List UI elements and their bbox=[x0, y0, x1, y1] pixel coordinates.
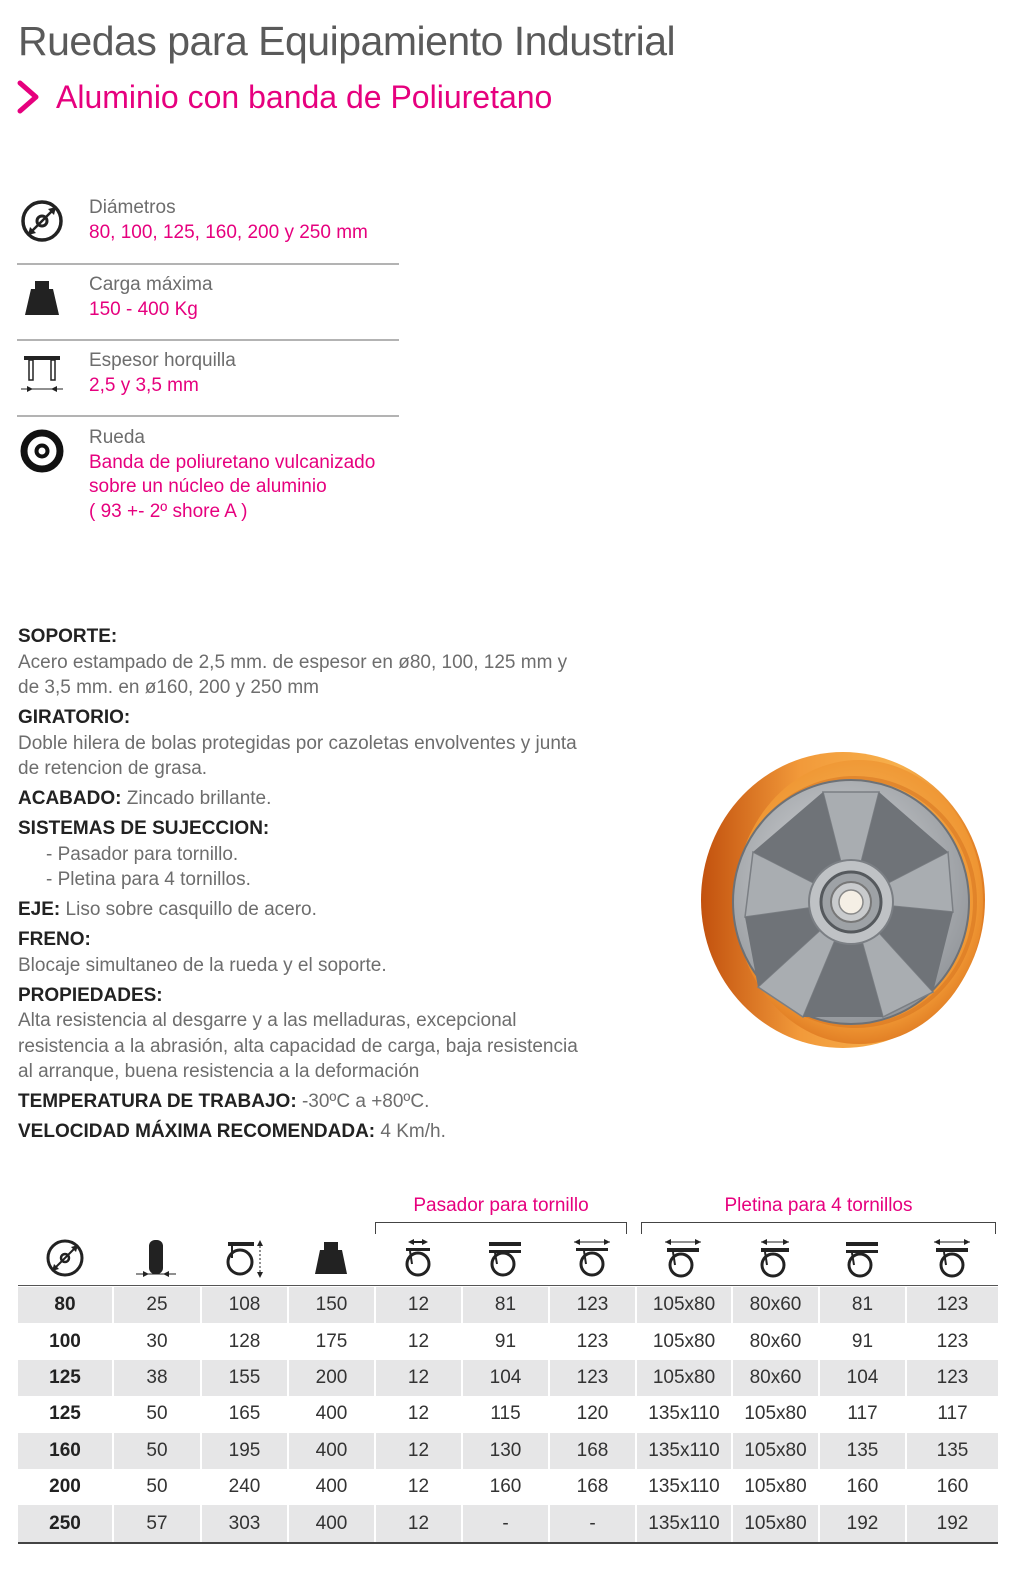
freno-text: Blocaje simultaneo de la rueda y el soporte. bbox=[18, 954, 387, 976]
table-cell: 80x60 bbox=[731, 1360, 818, 1396]
giratorio-text: de retencion de grasa. bbox=[18, 758, 208, 779]
table-cell: 400 bbox=[287, 1433, 374, 1469]
table-cell: 38 bbox=[112, 1360, 200, 1396]
table-cell: 104 bbox=[461, 1360, 548, 1396]
table-cell: 30 bbox=[112, 1323, 200, 1359]
table-cell: 135x110 bbox=[635, 1505, 731, 1541]
table-cell: 240 bbox=[200, 1469, 287, 1505]
table-cell: 123 bbox=[905, 1287, 998, 1323]
freno-label: FRENO: bbox=[18, 929, 91, 950]
table-cell: 50 bbox=[112, 1396, 200, 1432]
temperatura-text: -30ºC a +80ºC. bbox=[296, 1091, 430, 1112]
plate-holes-icon bbox=[753, 1236, 797, 1280]
height-icon bbox=[222, 1236, 266, 1280]
spec-label: Carga máxima bbox=[89, 274, 213, 295]
velocidad-label: VELOCIDAD MÁXIMA RECOMENDADA: bbox=[18, 1121, 376, 1142]
table-cell: 192 bbox=[905, 1505, 998, 1541]
sujecion-item: - Pletina para 4 tornillos. bbox=[46, 869, 251, 890]
table-cell: 81 bbox=[461, 1287, 548, 1323]
table-cell: 105x80 bbox=[635, 1323, 731, 1359]
table-row bbox=[18, 1396, 998, 1432]
sujecion-item: - Pasador para tornillo. bbox=[46, 843, 239, 865]
table-cell: 192 bbox=[818, 1505, 905, 1541]
table-cell: 160 bbox=[818, 1469, 905, 1505]
table-cell: 12 bbox=[374, 1396, 461, 1432]
table-cell: 123 bbox=[548, 1360, 635, 1396]
table-cell: 12 bbox=[374, 1323, 461, 1359]
soporte-text: de 3,5 mm. en ø160, 200 y 250 mm bbox=[18, 677, 319, 698]
table-cell: 105x80 bbox=[635, 1360, 731, 1396]
diameter-icon bbox=[19, 198, 65, 244]
table-cell: 135 bbox=[905, 1433, 998, 1469]
header-cell bbox=[905, 1232, 998, 1283]
table-cell: 200 bbox=[49, 1476, 81, 1498]
header-cell bbox=[374, 1232, 461, 1283]
table-row bbox=[18, 1433, 998, 1469]
table-cell: 168 bbox=[548, 1469, 635, 1505]
table-cell: 400 bbox=[287, 1396, 374, 1432]
plate-height-icon bbox=[840, 1236, 884, 1280]
table-cell: 50 bbox=[112, 1433, 200, 1469]
table-cell: 160 bbox=[49, 1439, 81, 1461]
bolt-height-icon bbox=[483, 1236, 527, 1280]
table-cell: 200 bbox=[287, 1360, 374, 1396]
weight-icon bbox=[19, 275, 65, 321]
table-cell: 303 bbox=[200, 1505, 287, 1541]
wheel-icon bbox=[19, 428, 65, 474]
header-cell bbox=[548, 1232, 635, 1283]
table-cell: 108 bbox=[200, 1287, 287, 1323]
table-row bbox=[18, 1360, 998, 1396]
plate-offset-icon bbox=[930, 1236, 974, 1280]
table-row bbox=[18, 1469, 998, 1505]
spec-label: Espesor horquilla bbox=[89, 350, 236, 371]
table-cell: 12 bbox=[374, 1469, 461, 1505]
temperatura-label: TEMPERATURA DE TRABAJO: bbox=[18, 1091, 297, 1112]
table-cell: 400 bbox=[287, 1505, 374, 1541]
bolt-diameter-icon bbox=[396, 1236, 440, 1280]
table-cell: 135 bbox=[818, 1433, 905, 1469]
table-row bbox=[18, 1323, 998, 1359]
table-cell: 160 bbox=[905, 1469, 998, 1505]
table-cell: 135x110 bbox=[635, 1433, 731, 1469]
table-row bbox=[18, 1505, 998, 1541]
wheel-product-image bbox=[683, 752, 989, 1052]
chevron-right-icon bbox=[14, 77, 44, 117]
spec-value: 80, 100, 125, 160, 200 y 250 mm bbox=[89, 221, 368, 243]
weight-icon bbox=[309, 1236, 353, 1280]
table-cell: 91 bbox=[461, 1323, 548, 1359]
spec-value: 2,5 y 3,5 mm bbox=[89, 374, 199, 396]
table-cell: 117 bbox=[818, 1396, 905, 1432]
table-cell: 195 bbox=[200, 1433, 287, 1469]
fork-thickness-icon bbox=[19, 351, 65, 397]
table-cell: 150 bbox=[287, 1287, 374, 1323]
spec-load bbox=[17, 265, 399, 341]
table-cell: 91 bbox=[818, 1323, 905, 1359]
table-cell: 80x60 bbox=[731, 1287, 818, 1323]
table-cell: 165 bbox=[200, 1396, 287, 1432]
table-cell: 57 bbox=[112, 1505, 200, 1541]
header-cell bbox=[461, 1232, 548, 1283]
giratorio-text: Doble hilera de bolas protegidas por cazoletas envolventes y junta bbox=[18, 732, 577, 754]
header-cell bbox=[818, 1232, 905, 1283]
group-pletina bbox=[641, 1195, 996, 1225]
acabado-label: ACABADO: bbox=[18, 788, 122, 809]
propiedades-text: Alta resistencia al desgarre y a las melladuras, excepcional bbox=[18, 1010, 517, 1031]
header-cell bbox=[200, 1232, 287, 1283]
table-cell: 123 bbox=[905, 1323, 998, 1359]
table-cell: 105x80 bbox=[731, 1505, 818, 1541]
table-cell: 105x80 bbox=[635, 1287, 731, 1323]
table-cell: 400 bbox=[287, 1469, 374, 1505]
table-cell: 160 bbox=[461, 1469, 548, 1505]
table-cell: 105x80 bbox=[731, 1433, 818, 1469]
table-cell: 12 bbox=[374, 1287, 461, 1323]
group-pasador bbox=[375, 1195, 627, 1225]
header-divider bbox=[18, 1285, 998, 1286]
header-cell bbox=[731, 1232, 818, 1283]
group-pasador-label: Pasador para tornillo bbox=[413, 1195, 589, 1216]
table-cell: - bbox=[461, 1505, 548, 1541]
spec-wheel bbox=[17, 417, 399, 527]
table-cell: 50 bbox=[112, 1469, 200, 1505]
width-icon bbox=[134, 1236, 178, 1280]
table-cell: 125 bbox=[49, 1403, 81, 1425]
page-subtitle: Aluminio con banda de Poliuretano bbox=[56, 78, 553, 115]
table-bottom-rule bbox=[18, 1542, 998, 1544]
table-cell: 12 bbox=[374, 1505, 461, 1541]
table-cell: 123 bbox=[905, 1360, 998, 1396]
header-cell bbox=[287, 1232, 374, 1283]
table-cell: 175 bbox=[287, 1323, 374, 1359]
table-cell: 105x80 bbox=[731, 1396, 818, 1432]
plate-size-icon bbox=[661, 1236, 705, 1280]
table-cell: 130 bbox=[461, 1433, 548, 1469]
spec-value: ( 93 +- 2º shore A ) bbox=[89, 500, 248, 522]
soporte-text: Acero estampado de 2,5 mm. de espesor en ø80, 100, 125 mm y bbox=[18, 651, 568, 673]
table-header bbox=[18, 1232, 998, 1283]
diameter-icon bbox=[43, 1236, 87, 1280]
table-cell: 250 bbox=[49, 1512, 81, 1534]
table-cell: 12 bbox=[374, 1360, 461, 1396]
table-cell: 115 bbox=[461, 1396, 548, 1432]
table-cell: 100 bbox=[49, 1330, 81, 1352]
table-cell: 80x60 bbox=[731, 1323, 818, 1359]
propiedades-text: al arranque, buena resistencia a la deformación bbox=[18, 1061, 420, 1082]
spec-value: sobre un núcleo de aluminio bbox=[89, 476, 327, 497]
table-cell: 155 bbox=[200, 1360, 287, 1396]
table-row bbox=[18, 1287, 998, 1323]
table-cell: 81 bbox=[818, 1287, 905, 1323]
table-cell: 123 bbox=[548, 1287, 635, 1323]
table-cell: 120 bbox=[548, 1396, 635, 1432]
product-description bbox=[18, 624, 638, 1149]
page-title: Ruedas para Equipamiento Industrial bbox=[18, 18, 676, 64]
header-cell bbox=[18, 1232, 112, 1283]
propiedades-text: resistencia a la abrasión, alta capacidad de carga, baja resistencia bbox=[18, 1035, 578, 1057]
bolt-offset-icon bbox=[570, 1236, 614, 1280]
header-cell bbox=[112, 1232, 200, 1283]
group-pletina-label: Pletina para 4 tornillos bbox=[724, 1195, 913, 1216]
header-cell bbox=[635, 1232, 731, 1283]
table-cell: 104 bbox=[818, 1360, 905, 1396]
table-cell: 123 bbox=[548, 1323, 635, 1359]
spec-label: Diámetros bbox=[89, 197, 176, 218]
spec-value: Banda de poliuretano vulcanizado bbox=[89, 451, 376, 473]
spec-diameter bbox=[17, 190, 399, 265]
spec-fork bbox=[17, 341, 399, 417]
table-cell: - bbox=[548, 1505, 635, 1541]
table-cell: 12 bbox=[374, 1433, 461, 1469]
table-cell: 168 bbox=[548, 1433, 635, 1469]
specs-list bbox=[17, 190, 399, 527]
table-cell: 125 bbox=[49, 1366, 81, 1388]
table-cell: 105x80 bbox=[731, 1469, 818, 1505]
velocidad-text: 4 Km/h. bbox=[375, 1121, 446, 1142]
table-cell: 135x110 bbox=[635, 1469, 731, 1505]
subtitle-row bbox=[14, 74, 552, 120]
soporte-label: SOPORTE: bbox=[18, 626, 118, 647]
acabado-text: Zincado brillante. bbox=[121, 788, 272, 809]
table-cell: 80 bbox=[54, 1294, 76, 1316]
spec-label: Rueda bbox=[89, 427, 145, 448]
table-cell: 25 bbox=[112, 1287, 200, 1323]
table-cell: 117 bbox=[905, 1396, 998, 1432]
eje-text: Liso sobre casquillo de acero. bbox=[60, 899, 317, 920]
table-cell: 128 bbox=[200, 1323, 287, 1359]
eje-label: EJE: bbox=[18, 899, 61, 920]
propiedades-label: PROPIEDADES: bbox=[18, 984, 163, 1006]
table-body bbox=[18, 1287, 998, 1542]
giratorio-label: GIRATORIO: bbox=[18, 707, 131, 728]
spec-value: 150 - 400 Kg bbox=[89, 298, 198, 320]
table-cell: 135x110 bbox=[635, 1396, 731, 1432]
sujecion-label: SISTEMAS DE SUJECCION: bbox=[18, 818, 270, 839]
